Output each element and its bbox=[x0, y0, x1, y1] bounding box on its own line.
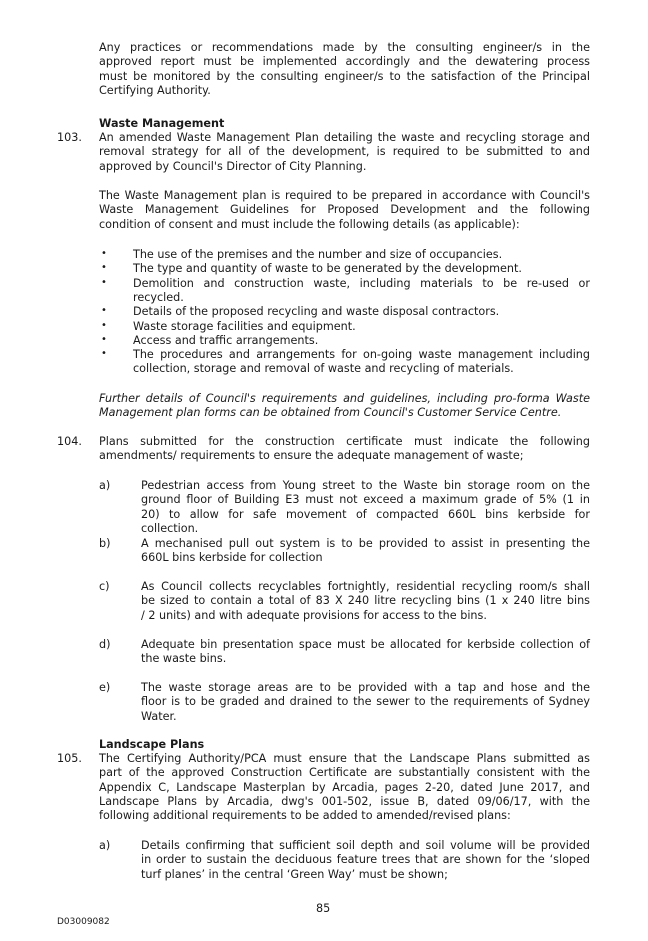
text-line: collection. bbox=[141, 521, 199, 535]
text-line: The waste storage areas are to be provided with a tap and hose and the bbox=[141, 681, 590, 694]
text-line: The type and quantity of waste to be generated by the development. bbox=[133, 262, 522, 275]
text-line: The Certifying Authority/PCA must ensure that the Landscape Plans submitted as bbox=[99, 752, 590, 765]
condition-number: 105. bbox=[57, 752, 82, 765]
list-item bbox=[141, 580, 590, 623]
item-label: e) bbox=[99, 681, 111, 694]
text-line: in order to sustain the deciduous feature trees that are shown for the ‘sloped bbox=[141, 853, 590, 867]
list-item bbox=[133, 348, 590, 377]
text-line: following additional requirements to be added to amended/revised plans: bbox=[99, 809, 511, 823]
text-line: condition of consent and must include the following details (as applicable): bbox=[99, 217, 520, 231]
text-line: collection, storage and removal of waste and recycling of materials. bbox=[133, 362, 514, 376]
text-line: turf planes’ in the central ‘Green Way’ must be shown; bbox=[141, 867, 448, 881]
text-line: Demolition and construction waste, including materials to be re-used or bbox=[133, 277, 590, 290]
text-line: be sized to contain a total of 83 X 240 litre recycling bins (1 x 240 litre bins bbox=[141, 594, 590, 608]
list-item bbox=[141, 681, 590, 724]
condition-105-intro bbox=[99, 752, 590, 823]
text-line: ground floor of Building E3 must not exceed a maximum grade of 5% (1 in bbox=[141, 493, 590, 507]
list-item bbox=[141, 638, 590, 667]
bullet-icon: • bbox=[101, 320, 107, 331]
text-line: The procedures and arrangements for on-going waste management including bbox=[133, 348, 590, 361]
text-line: 660L bins kerbside for collection bbox=[141, 551, 323, 565]
text-line: The use of the premises and the number and size of occupancies. bbox=[133, 248, 503, 261]
text-line: Certifying Authority. bbox=[99, 83, 211, 97]
section-heading-waste: Waste Management bbox=[99, 117, 225, 130]
text-line: Any practices or recommendations made by the consulting engineer/s in the bbox=[99, 41, 590, 54]
text-line: approved by Council's Director of City Planning. bbox=[99, 159, 367, 173]
text-line: recycled. bbox=[133, 291, 184, 305]
text-line: Access and traffic arrangements. bbox=[133, 334, 319, 347]
text-line: amendments/ requirements to ensure the adequate management of waste; bbox=[99, 449, 524, 463]
condition-103-paragraph-2 bbox=[99, 189, 590, 232]
text-line: Waste storage facilities and equipment. bbox=[133, 320, 356, 333]
bullet-icon: • bbox=[101, 248, 107, 259]
bullet-icon: • bbox=[101, 334, 107, 345]
list-item bbox=[141, 839, 590, 882]
text-line: 20) to allow for safe movement of compacted 660L bins kerbside for bbox=[141, 507, 590, 521]
text-line: Details confirming that sufficient soil depth and soil volume will be provided bbox=[141, 839, 590, 852]
text-line: Appendix C, Landscape Masterplan by Arcadia, pages 2-20, dated June 2017, and bbox=[99, 780, 590, 794]
item-label: d) bbox=[99, 638, 111, 651]
text-line: Plans submitted for the construction certificate must indicate the following bbox=[99, 435, 590, 448]
list-item bbox=[141, 537, 590, 566]
condition-104-intro bbox=[99, 435, 590, 464]
text-line: The Waste Management plan is required to be prepared in accordance with Council's bbox=[99, 189, 590, 202]
list-item bbox=[133, 262, 522, 276]
text-line: Waste Management Guidelines for Proposed Development and the following bbox=[99, 203, 590, 217]
text-line: / 2 units) and with adequate provisions for access to the bins. bbox=[141, 608, 487, 622]
text-line: Details of the proposed recycling and waste disposal contractors. bbox=[133, 305, 500, 318]
list-item bbox=[141, 479, 590, 536]
text-line: Management plan forms can be obtained from Council's Customer Service Centre. bbox=[99, 406, 562, 420]
page-number: 85 bbox=[316, 902, 331, 915]
text-line: removal strategy for all of the development, is required to be submitted to and bbox=[99, 145, 590, 159]
text-line: part of the approved Construction Certificate are substantially consistent with the bbox=[99, 766, 590, 780]
item-label: c) bbox=[99, 580, 110, 593]
bullet-icon: • bbox=[101, 262, 107, 273]
text-line: A mechanised pull out system is to be provided to assist in presenting the bbox=[141, 537, 590, 550]
text-line: Adequate bin presentation space must be allocated for kerbside collection of bbox=[141, 638, 590, 651]
bullet-icon: • bbox=[101, 305, 107, 316]
text-line: Pedestrian access from Young street to the Waste bin storage room on the bbox=[141, 479, 590, 492]
intro-paragraph bbox=[99, 41, 590, 98]
text-line: floor is to be graded and drained to the sewer to the requirements of Sydney bbox=[141, 695, 590, 709]
text-line: Further details of Council's requirements and guidelines, including pro-forma Waste bbox=[99, 392, 590, 405]
item-label: b) bbox=[99, 537, 111, 550]
text-line: the waste bins. bbox=[141, 652, 227, 666]
condition-number: 103. bbox=[57, 131, 82, 144]
item-label: a) bbox=[99, 479, 111, 492]
guidelines-note bbox=[99, 392, 590, 421]
section-heading-landscape: Landscape Plans bbox=[99, 738, 205, 751]
bullet-icon: • bbox=[101, 348, 107, 359]
text-line: approved report must be implemented accordingly and the dewatering process bbox=[99, 55, 590, 69]
list-item bbox=[133, 305, 499, 319]
list-item bbox=[133, 320, 356, 334]
text-line: As Council collects recyclables fortnightly, residential recycling room/s shall bbox=[141, 580, 590, 593]
document-reference: D03009082 bbox=[57, 917, 110, 927]
list-item bbox=[133, 248, 502, 262]
condition-number: 104. bbox=[57, 435, 82, 448]
text-line: Landscape Plans by Arcadia, dwg's 001-502, issue B, dated 09/06/17, with the bbox=[99, 794, 590, 808]
text-line: An amended Waste Management Plan detailing the waste and recycling storage and bbox=[99, 131, 590, 144]
item-label: a) bbox=[99, 839, 111, 852]
condition-103-paragraph-1 bbox=[99, 131, 590, 174]
bullet-icon: • bbox=[101, 277, 107, 288]
text-line: must be monitored by the consulting engineer/s to the satisfaction of the Principal bbox=[99, 69, 590, 83]
list-item bbox=[133, 334, 318, 348]
list-item bbox=[133, 277, 590, 306]
text-line: Water. bbox=[141, 709, 177, 723]
